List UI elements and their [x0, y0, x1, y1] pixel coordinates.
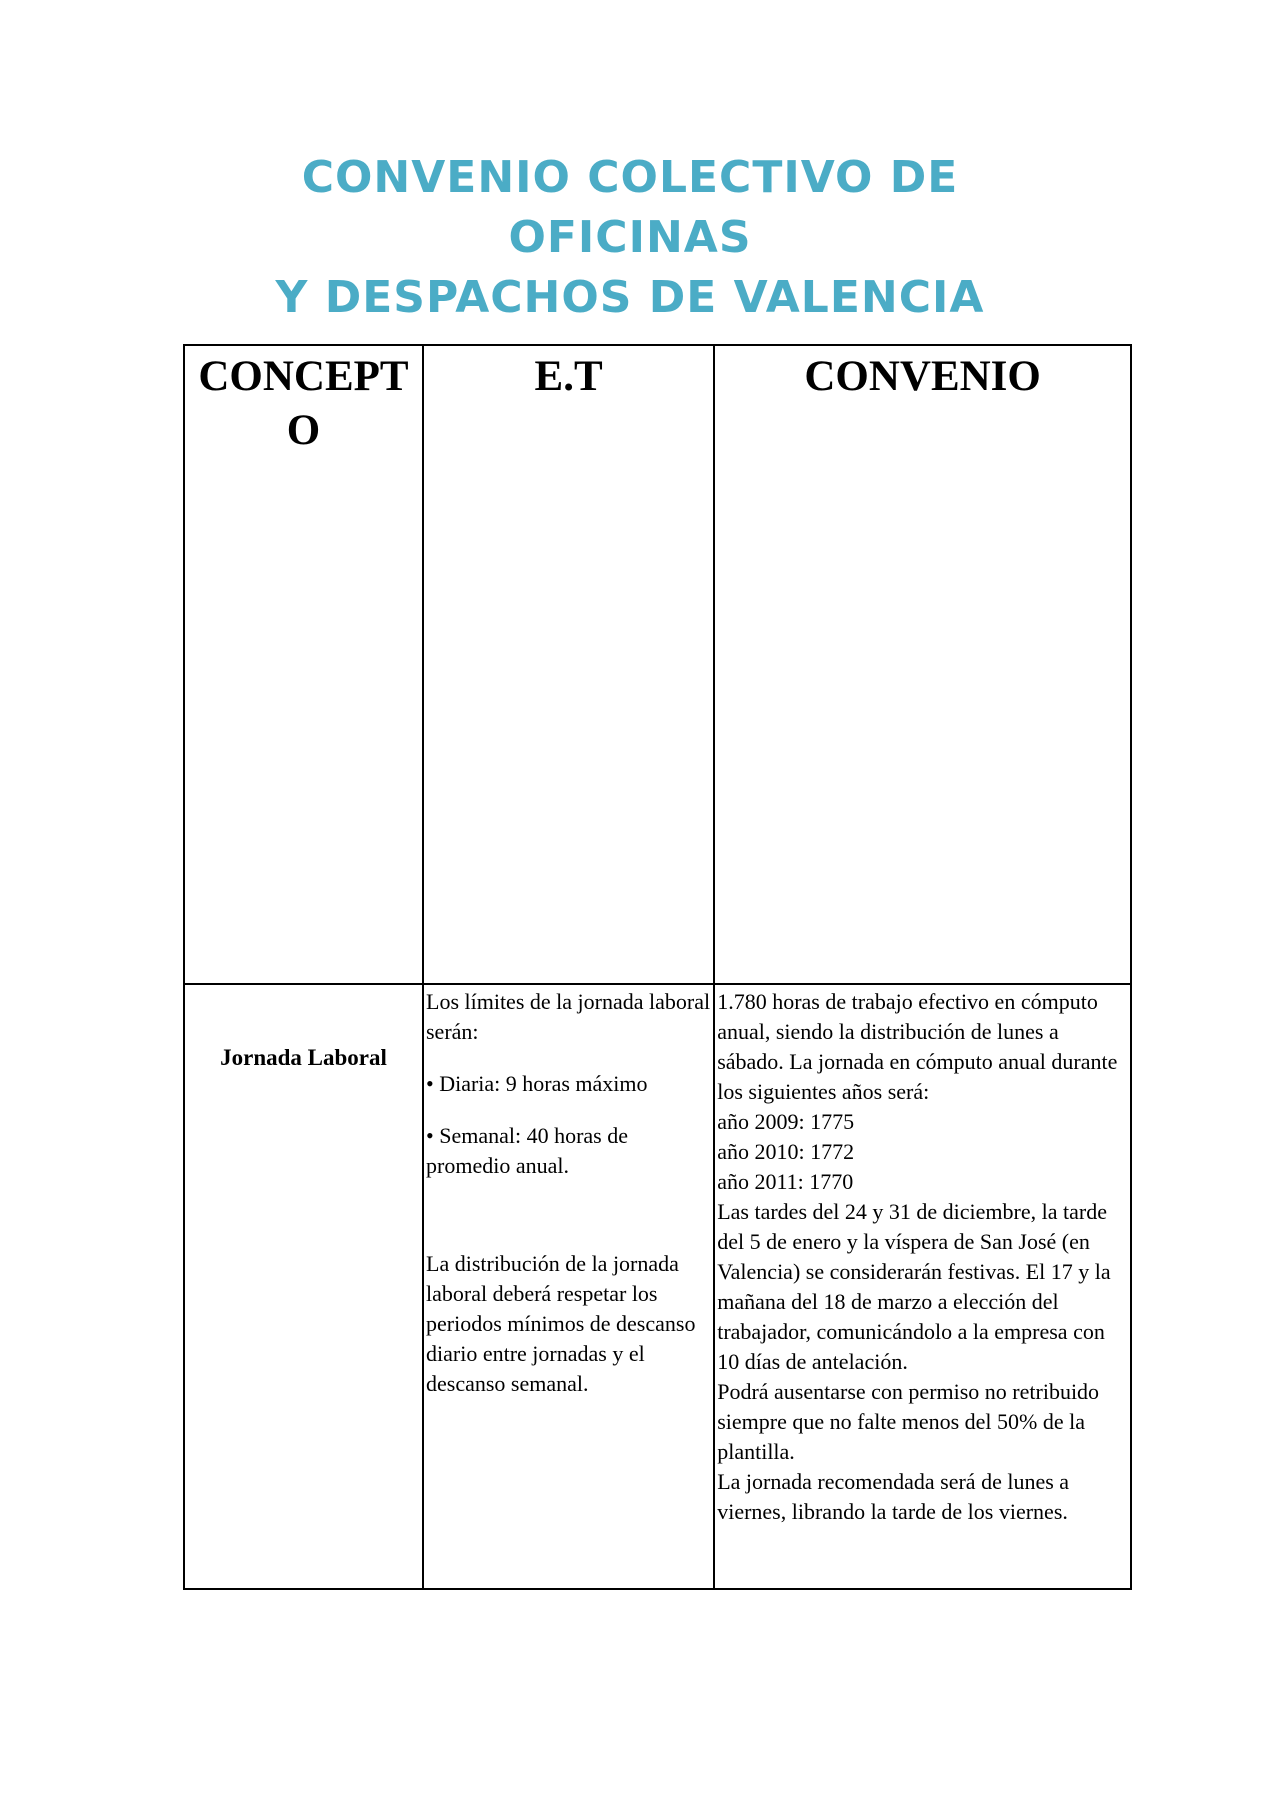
et-cell	[423, 984, 714, 1589]
header-cell-et	[423, 345, 714, 984]
et-paragraph: La distribución de la jornada laboral deberá respetar los periodos mínimos de descanso diario entre jornadas y el descanso semanal.	[426, 1251, 696, 1396]
comparison-table	[183, 344, 1132, 1590]
header-cell-concepto	[184, 345, 423, 984]
header-et: E.T	[534, 353, 603, 400]
convenio-paragraph: Las tardes del 24 y 31 de diciembre, la tarde del 5 de enero y la víspera de San José (en Valencia) se considerarán festivas. El 17 y la mañana del 18 de marzo a elección del trabajador, comunicándolo a la empresa con 10 días de antelación.	[717, 1199, 1111, 1374]
header-concepto: CONCEPTO	[198, 353, 409, 454]
et-bullet-diaria: • Diaria: 9 horas máximo	[426, 1071, 648, 1096]
et-paragraph: Los límites de la jornada laboral serán:	[426, 989, 711, 1044]
table-header-row	[184, 345, 1131, 984]
convenio-year-line: año 2010: 1772	[717, 1139, 855, 1164]
header-convenio: CONVENIO	[804, 353, 1041, 400]
convenio-paragraph: La jornada recomendada será de lunes a viernes, librando la tarde de los viernes.	[717, 1469, 1070, 1524]
concepto-cell	[184, 984, 423, 1589]
concepto-label: Jornada Laboral	[220, 1045, 387, 1070]
convenio-paragraph: 1.780 horas de trabajo efectivo en cómputo anual, siendo la distribución de lunes a sábado. La jornada en cómputo anual durante los siguientes años será:	[717, 989, 1118, 1104]
header-cell-convenio	[714, 345, 1131, 984]
document-title	[180, 148, 1080, 328]
et-text	[424, 985, 713, 1399]
convenio-cell	[714, 984, 1131, 1589]
table-row	[184, 984, 1131, 1589]
convenio-year-line: año 2011: 1770	[717, 1169, 854, 1194]
convenio-text	[715, 985, 1130, 1527]
document-title-line-1: CONVENIO COLECTIVO DE OFICINAS	[301, 152, 959, 263]
convenio-year-line: año 2009: 1775	[717, 1109, 855, 1134]
document-title-line-2: Y DESPACHOS DE VALENCIA	[275, 272, 985, 323]
convenio-paragraph: Podrá ausentarse con permiso no retribuido siempre que no falte menos del 50% de la plantilla.	[717, 1379, 1100, 1464]
et-bullet-semanal: • Semanal: 40 horas de promedio anual.	[426, 1123, 628, 1178]
